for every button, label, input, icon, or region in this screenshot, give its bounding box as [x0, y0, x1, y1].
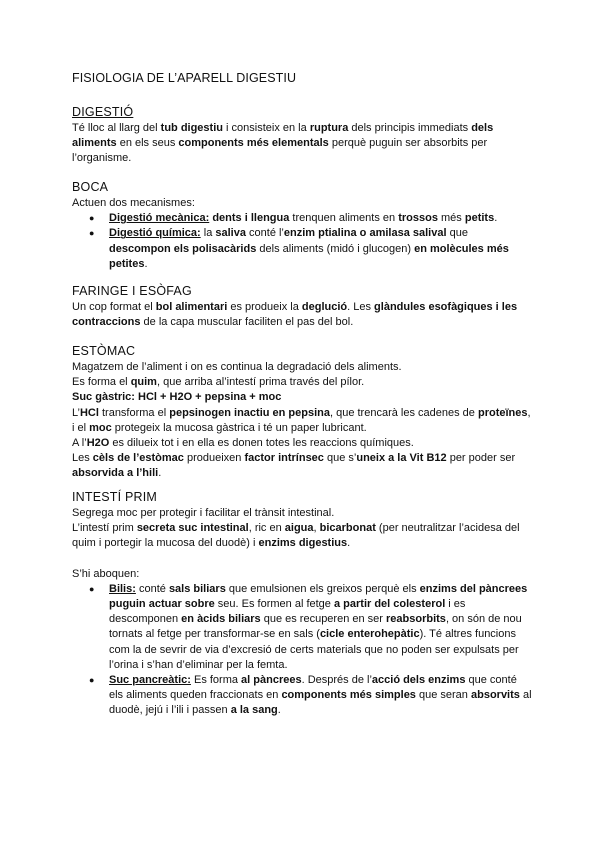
boca-list [72, 211, 532, 272]
list-item: ● Bilis: conté sals biliars que emulsionen els greixos perquè els enzims del pàncrees puguin actuar sobre seu. Es formen al fetge a partir del colesterol i es descomponen en àcids biliars que es recuperen en ser reabsorbits, on són de nou tornats al fetge per transformar-se en sals (cicle enterohepàtic). Té altres funcions com la de sevrir de via d’excresió de certs materials que no poden ser expulsats per l’orina i s’han d’eliminar per la femta. [89, 582, 528, 671]
estomac-line-6: Les cèls de l’estòmac produeixen factor intrínsec que s’uneix a la Vit B12 per poder ser absorvida a l’hili. [72, 452, 516, 480]
section-digestio [72, 104, 532, 167]
paragraph-digestio: Té lloc al llarg del tub digestiu i consisteix en la ruptura dels principis immediats dels aliments en els seus components més elementals perquè puguin ser absorbits per l’organisme. [72, 122, 494, 165]
estomac-line-1: Magatzem de l’aliment i on es continua la degradació dels aliments. [72, 361, 402, 373]
intesti-list [72, 582, 532, 719]
bullet-icon: ● [89, 675, 95, 686]
section-estomac [72, 343, 532, 482]
heading-boca: BOCA [72, 180, 109, 194]
list-item: ● Digestió química: la saliva conté l’enzim ptialina o amilasa salival que descompon els polisacàrids dels aliments (midó i glucogen) en molècules més petites. [89, 227, 509, 270]
intesti-line-1: Segrega moc per protegir i facilitar el trànsit intestinal. [72, 507, 335, 519]
intesti-line-3: S’hi aboquen: [72, 567, 140, 580]
bullet-icon: ● [89, 228, 95, 239]
heading-intesti-prim: INTESTÍ PRIM [72, 490, 158, 504]
estomac-line-4: L’HCl transforma el pepsinogen inactiu en pepsina, que trencarà les cadenes de proteïnes, i el moc protegeix la mucosa gàstrica i té un paper lubricant. [72, 406, 531, 434]
estomac-line-3: Suc gàstric: HCl + H2O + pepsina + moc [72, 391, 282, 404]
intesti-line-2: L’intestí prim secreta suc intestinal, ric en aigua, bicarbonat (per neutralitzar l’acidesa del quim i portegir la mucosa del duodè) i enzims digestius. [72, 522, 520, 550]
bullet-icon: ● [89, 213, 95, 224]
heading-faringe: FARINGE I ESÒFAG [72, 284, 192, 298]
estomac-line-2: Es forma el quim, que arriba al’intestí prima través del pílor. [72, 376, 365, 389]
paragraph-faringe: Un cop format el bol alimentari es produeix la deglució. Les glàndules esofàgiques i les contraccions de la capa muscular faciliten el pas del bol. [72, 301, 518, 329]
estomac-line-5: A l’H2O es dilueix tot i en ella es donen totes les reaccions químiques. [72, 437, 414, 450]
heading-estomac: ESTÒMAC [72, 344, 136, 358]
list-item: ● Suc pancreàtic: Es forma al pàncrees. Després de l’acció dels enzims que conté els aliments queden fraccionats en components més simples que seran absorvits al duodè, jejú i l’ili i passen a la sang. [89, 674, 532, 717]
section-intesti-prim [72, 489, 532, 719]
boca-intro: Actuen dos mecanismes: [72, 197, 195, 209]
bullet-icon: ● [89, 583, 95, 594]
heading-digestio: DIGESTIÓ [72, 105, 134, 119]
section-faringe [72, 283, 532, 330]
section-boca [72, 179, 532, 272]
document-title: FISIOLOGIA DE L’APARELL DIGESTIU [72, 71, 297, 85]
list-item: ● Digestió mecànica: dents i llengua trenquen aliments en trossos més petits. [72, 211, 532, 226]
